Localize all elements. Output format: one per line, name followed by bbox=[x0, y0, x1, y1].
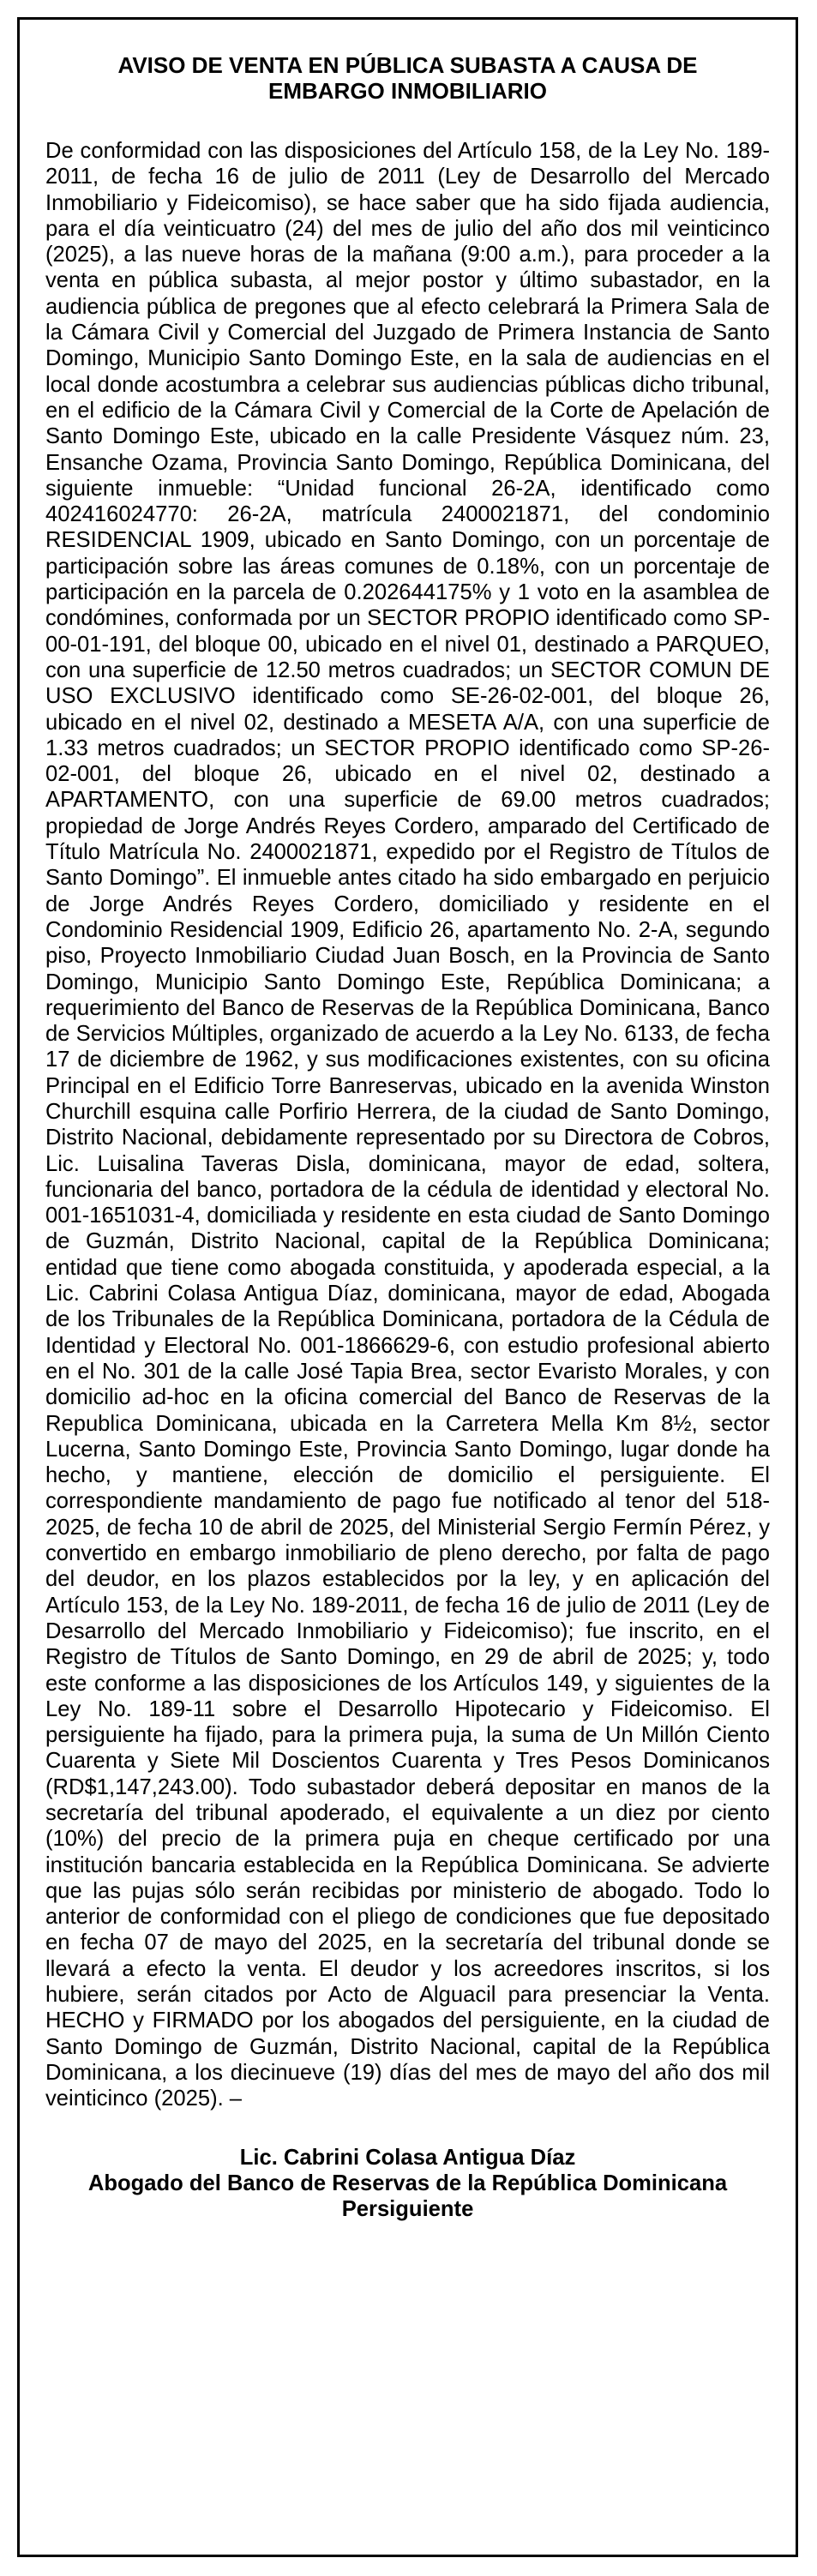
notice-title-line-2: EMBARGO INMOBILIARIO bbox=[268, 78, 547, 104]
notice-body: De conformidad con las disposiciones del Artículo 158, de la Ley No. 189-2011, de fecha 16 de julio de 2011 (Ley de Desarrollo del Mercado Inmobiliario y Fideicomiso), se hace saber que ha sido fijada audiencia, para el día veinticuatro (24) del mes de julio del año dos mil veinticinco (2025), a las nueve horas de la mañana (9:00 a.m.), para proceder a la venta en pública subasta, al mejor postor y último subastador, en la audiencia pública de pregones que al efecto celebrará la Primera Sala de la Cámara Civil y Comercial del Juzgado de Primera Instancia de Santo Domingo, Municipio Santo Domingo Este, en la sala de audiencias en el local donde acostumbra a celebrar sus audiencias públicas dicho tribunal, en el edificio de la Cámara Civil y Comercial de la Corte de Apelación de Santo Domingo Este, ubicado en la calle Presidente Vásquez núm. 23, Ensanche Ozama, Provincia Santo Domingo, República Dominicana, del siguiente inmueble: “Unidad funcional 26-2A, identificado como 402416024770: 26-2A, matrícula 2400021871, del condominio RESIDENCIAL 1909, ubicado en Santo Domingo, con un porcentaje de participación sobre las áreas comunes de 0.18%, con un porcentaje de participación en la parcela de 0.202644175% y 1 voto en la asamblea de condómines, conformada por un SECTOR PROPIO identificado como SP-00-01-191, del bloque 00, ubicado en el nivel 01, destinado a PARQUEO, con una superficie de 12.50 metros cuadrados; un SECTOR COMUN DE USO EXCLUSIVO identificado como SE-26-02-001, del bloque 26, ubicado en el nivel 02, destinado a MESETA A/A, con una superficie de 1.33 metros cuadrados; un SECTOR PROPIO identificado como SP-26-02-001, del bloque 26, ubicado en el nivel 02, destinado a APARTAMENTO, con una superficie de 69.00 metros cuadrados; propiedad de Jorge Andrés Reyes Cordero, amparado del Certificado de Título Matrícula No. 2400021871, expedido por el Registro de Títulos de Santo Domingo”. El inmueble antes citado ha sido embargado en perjuicio de Jorge Andrés Reyes Cordero, domiciliado y residente en el Condominio Residencial 1909, Edificio 26, apartamento No. 2-A, segundo piso, Proyecto Inmobiliario Ciudad Juan Bosch, en la Provincia de Santo Domingo, Municipio Santo Domingo Este, República Dominicana; a requerimiento del Banco de Reservas de la República Dominicana, Banco de Servicios Múltiples, organizado de acuerdo a la Ley No. 6133, de fecha 17 de diciembre de 1962, y sus modificaciones existentes, con su oficina Principal en el Edificio Torre Banreservas, ubicado en la avenida Winston Churchill esquina calle Porfirio Herrera, de la ciudad de Santo Domingo, Distrito Nacional, debidamente representado por su Directora de Cobros, Lic. Luisalina Taveras Disla, dominicana, mayor de edad, soltera, funcionaria del banco, portadora de la cédula de identidad y electoral No. 001-1651031-4, domiciliada y residente en esta ciudad de Santo Domingo de Guzmán, Distrito Nacional, capital de la República Dominicana; entidad que tiene como abogada constituida, y apoderada especial, a la Lic. Cabrini Colasa Antigua Díaz, dominicana, mayor de edad, Abogada de los Tribunales de la República Dominicana, portadora de la Cédula de Identidad y Electoral No. 001-1866629-6, con estudio profesional abierto en el No. 301 de la calle José Tapia Brea, sector Evaristo Morales, y con domicilio ad-hoc en la oficina comercial del Banco de Reservas de la Republica Dominicana, ubicada en la Carretera Mella Km 8½, sector Lucerna, Santo Domingo Este, Provincia Santo Domingo, lugar donde ha hecho, y mantiene, elección de domicilio el persiguiente. El correspondiente mandamiento de pago fue notificado al tenor del 518-2025, de fecha 10 de abril de 2025, del Ministerial Sergio Fermín Pérez, y convertido en embargo inmobiliario de pleno derecho, por falta de pago del deudor, en los plazos establecidos por la ley, y en aplicación del Artículo 153, de la Ley No. 189-2011, de fecha 16 de julio de 2011 (Ley de Desarrollo del Mercado Inmobiliario y Fideicomiso); fue inscrito, en el Registro de Títulos de Santo Domingo, en 29 de abril de 2025; y, todo este conforme a las disposiciones de los Artículos 149, y siguientes de la Ley No. 189-11 sobre el Desarrollo Hipotecario y Fideicomiso. El persiguiente ha fijado, para la primera puja, la suma de Un Millón Ciento Cuarenta y Siete Mil Doscientos Cuarenta y Tres Pesos Dominicanos (RD$1,147,243.00). Todo subastador deberá depositar en manos de la secretaría del tribunal apoderado, el equivalente a un diez por ciento (10%) del precio de la primera puja en cheque certificado por una institución bancaria establecida en la República Dominicana. Se advierte que las pujas sólo serán recibidas por ministerio de abogado. Todo lo anterior de conformidad con el pliego de condiciones que fue depositado en fecha 07 de mayo del 2025, en la secretaría del tribunal donde se llevará a efecto la venta. El deudor y los acreedores inscritos, si los hubiere, serán citados por Acto de Alguacil para presenciar la Venta. HECHO y FIRMADO por los abogados del persiguiente, en la ciudad de Santo Domingo de Guzmán, Distrito Nacional, capital de la República Dominicana, a los diecinueve (19) días del mes de mayo del año dos mil veinticinco (2025). – bbox=[45, 139, 770, 2111]
notice-title bbox=[45, 52, 770, 104]
signature-role: Abogado del Banco de Reservas de la República Dominicana bbox=[87, 2171, 728, 2195]
legal-notice bbox=[17, 17, 798, 2557]
notice-title-line-1: AVISO DE VENTA EN PÚBLICA SUBASTA A CAUSA DE bbox=[117, 52, 698, 78]
signature-party: Persiguiente bbox=[341, 2196, 474, 2221]
signature-name: Lic. Cabrini Colasa Antigua Díaz bbox=[239, 2145, 576, 2170]
signature-block bbox=[45, 2145, 770, 2222]
